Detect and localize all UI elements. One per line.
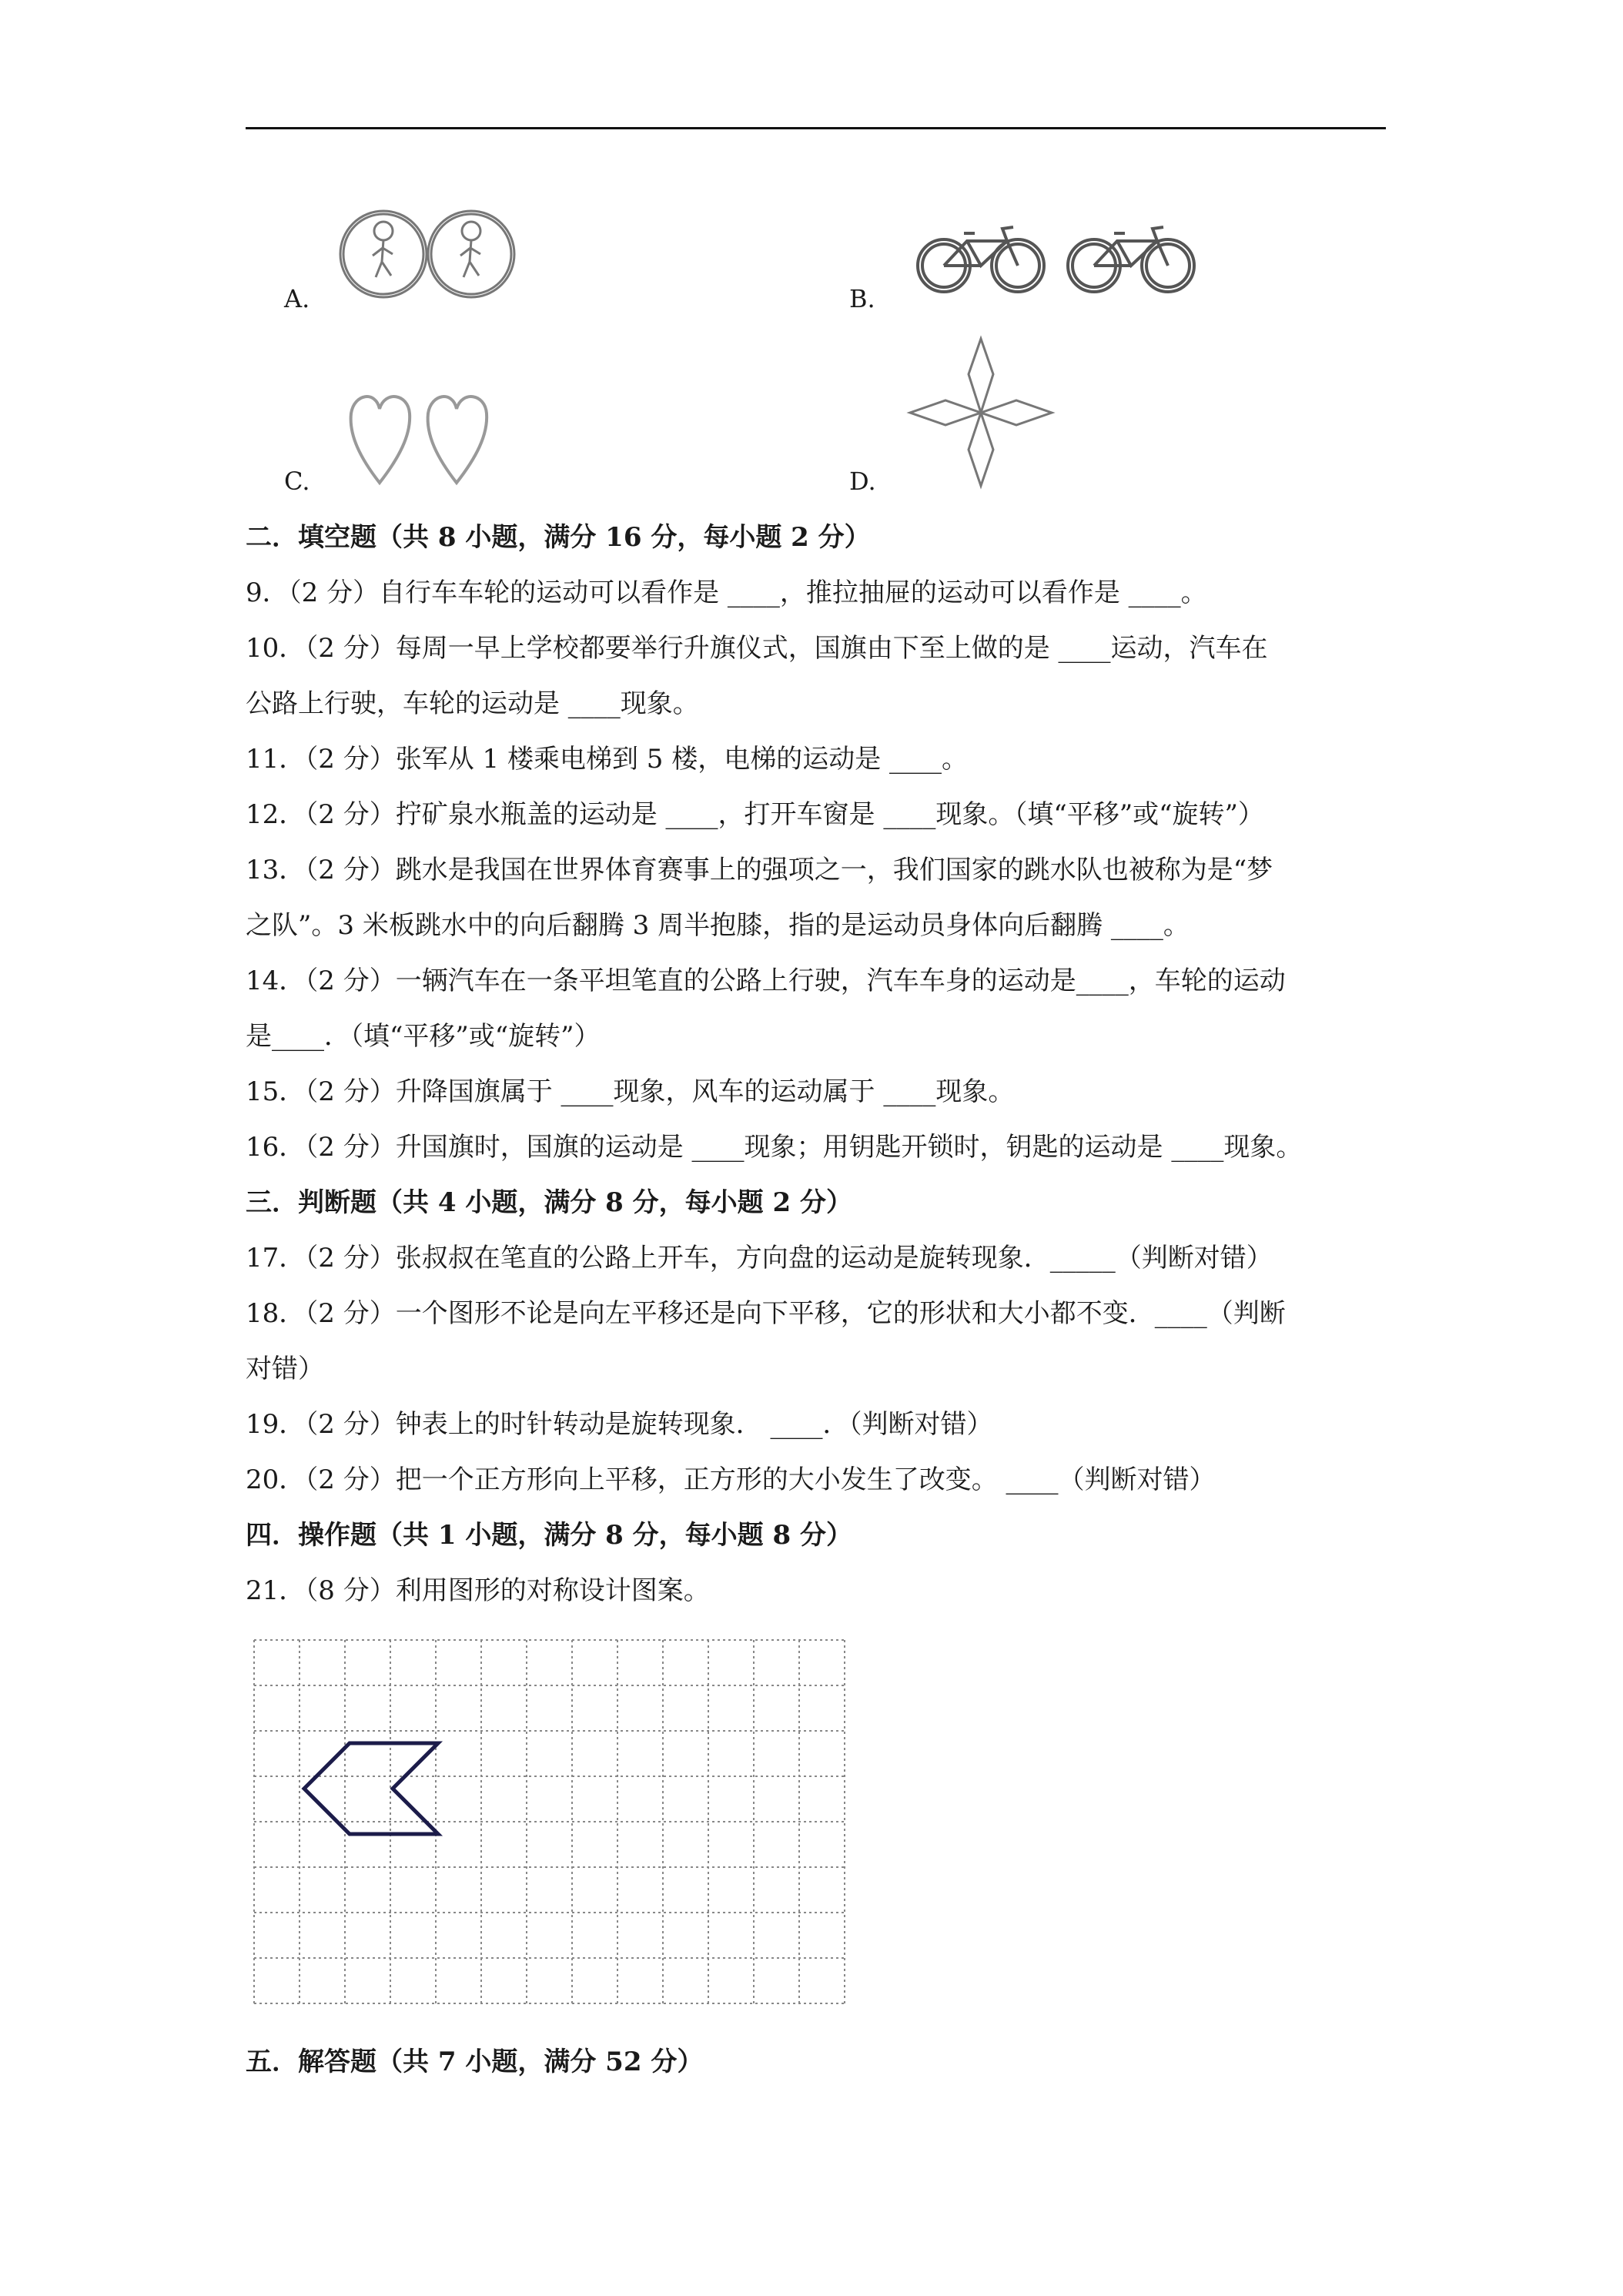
question-21: 21．（8 分）利用图形的对称设计图案。 — [246, 1575, 710, 1606]
option-c-figure — [345, 389, 495, 485]
question-14-line-2: 是____．（填“平移”或“旋转”） — [246, 1021, 601, 1052]
question-13-line-2: 之队”。3 米板跳水中的向后翻腾 3 周半抱膝，指的是运动员身体向后翻腾 ____。 — [246, 910, 1190, 941]
question-15: 15．（2 分）升降国旗属于 ____现象，风车的运动属于 ____现象。 — [246, 1076, 1015, 1107]
option-d-figure — [909, 337, 1062, 487]
option-a-label: A. — [284, 284, 310, 313]
bicycle-icon — [918, 227, 1044, 292]
question-17: 17．（2 分）张叔叔在笔直的公路上开车，方向盘的运动是旋转现象．_____（判断对错） — [246, 1243, 1273, 1274]
option-b-figure — [916, 218, 1201, 299]
section-5-heading: 五．解答题（共 7 小题，满分 52 分） — [246, 2047, 704, 2077]
question-16: 16．（2 分）升国旗时，国旗的运动是 ____现象；用钥匙开锁时，钥匙的运动是 ____现象。 — [246, 1132, 1303, 1163]
arrow-shape — [304, 1743, 438, 1834]
four-diamond-icon — [910, 339, 1052, 486]
question-18-line-2: 对错） — [246, 1354, 324, 1384]
option-b-label: B. — [849, 284, 875, 313]
section-3-heading: 三．判断题（共 4 小题，满分 8 分，每小题 2 分） — [246, 1187, 852, 1218]
section-2-heading: 二．填空题（共 8 小题，满分 16 分，每小题 2 分） — [246, 522, 871, 553]
design-grid — [253, 1638, 862, 2016]
question-12: 12．（2 分）拧矿泉水瓶盖的运动是 ____，打开车窗是 ____现象。（填“平移”或“旋转”） — [246, 799, 1264, 830]
option-a-figure — [339, 209, 520, 302]
question-9: 9．（2 分）自行车车轮的运动可以看作是 ____，推拉抽屉的运动可以看作是 ____。 — [246, 577, 1207, 608]
section-4-heading: 四．操作题（共 1 小题，满分 8 分，每小题 8 分） — [246, 1520, 852, 1551]
header-rule — [246, 127, 1386, 129]
question-13-line-1: 13．（2 分）跳水是我国在世界体育赛事上的强项之一，我们国家的跳水队也被称为是“梦 — [246, 855, 1273, 885]
question-18-line-1: 18．（2 分）一个图形不论是向左平移还是向下平移，它的形状和大小都不变．____（判断 — [246, 1298, 1286, 1329]
heart-outline-icon — [428, 397, 487, 483]
question-10-line-1: 10．（2 分）每周一早上学校都要举行升旗仪式，国旗由下至上做的是 ____运动，汽车在 — [246, 633, 1268, 664]
heart-outline-icon — [351, 397, 410, 483]
bicycle-icon — [1068, 227, 1194, 292]
option-c-label: C. — [284, 467, 310, 496]
question-20: 20．（2 分）把一个正方形向上平移，正方形的大小发生了改变。 ____（判断对错） — [246, 1464, 1216, 1495]
walking-person-circle-icon — [340, 211, 427, 297]
question-11: 11．（2 分）张军从 1 楼乘电梯到 5 楼，电梯的运动是 ____。 — [246, 744, 969, 775]
option-d-label: D. — [849, 467, 876, 496]
walking-person-circle-icon — [428, 211, 514, 297]
question-10-line-2: 公路上行驶，车轮的运动是 ____现象。 — [246, 688, 699, 719]
question-14-line-1: 14．（2 分）一辆汽车在一条平坦笔直的公路上行驶，汽车车身的运动是____，车轮的运动 — [246, 966, 1286, 996]
question-19: 19．（2 分）钟表上的时针转动是旋转现象． ____．（判断对错） — [246, 1409, 993, 1440]
